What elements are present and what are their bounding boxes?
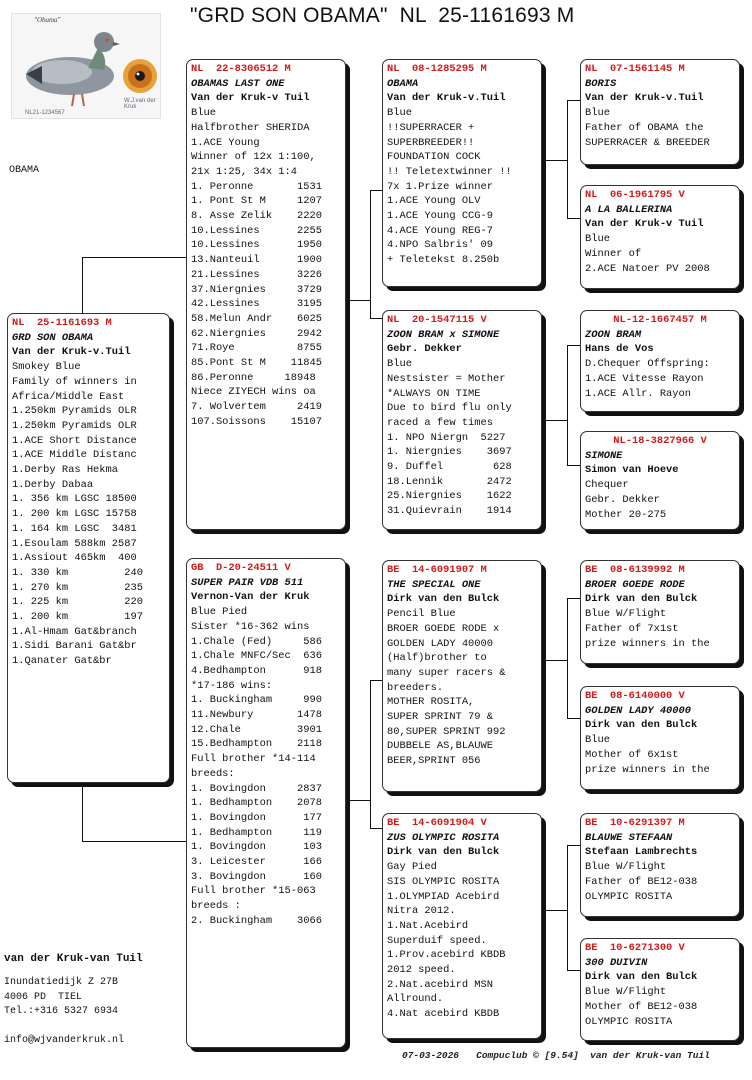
owner-name: van der Kruk-van Tuil: [4, 953, 143, 965]
card-line: 9. Duffel 628: [387, 461, 512, 474]
card-line: many super racers &: [387, 666, 506, 679]
connector-line: [542, 910, 567, 911]
card-line: 1. NPO Niergn 5227: [387, 431, 506, 444]
card-line: 1. 270 km 235: [12, 581, 143, 594]
card-line: Blue Pied: [191, 606, 248, 619]
card-line: 15.Bedhampton 2118: [191, 738, 322, 751]
card-line: Chequer: [585, 479, 629, 492]
card-lines: [585, 607, 735, 651]
card-line: 21x 1:25, 34x 1:4: [191, 165, 298, 178]
card-line: 1.Derby Dabaa: [12, 478, 94, 491]
card-line: BROER GOEDE RODE x: [387, 622, 500, 635]
card-line: !! Teletextwinner !!: [387, 165, 512, 178]
card-line: 7x 1.Prize winner: [387, 180, 494, 193]
card-lines: [387, 106, 537, 268]
pedigree-card-dam-sire[interactable]: [382, 560, 542, 792]
photo-caption-right: W.J.van der Kruk: [124, 98, 156, 110]
ring-number: NL 06-1961795 V: [585, 189, 685, 201]
connector-line: [346, 800, 370, 801]
card-line: 1. Pont St M 1207: [191, 195, 322, 208]
ring-number: NL 08-1285295 M: [387, 63, 487, 75]
card-line: Due to bird flu only: [387, 402, 512, 415]
breeder-name: Van der Kruk-v Tuil: [585, 218, 704, 231]
bird-name: BLAUWE STEFAAN: [585, 831, 673, 844]
card-line: 1.ACE Young CCG-9: [387, 210, 494, 223]
bird-name: OBAMA: [387, 77, 419, 90]
card-line: breeders.: [387, 681, 444, 694]
card-line: 1. 164 km LGSC 3481: [12, 522, 137, 535]
card-line: Father of BE12-038: [585, 875, 698, 888]
pedigree-card-sire-sire[interactable]: [382, 59, 542, 287]
ring-number: BE 08-6139992 M: [585, 564, 685, 576]
card-line: 1. Bovingdon 2837: [191, 782, 322, 795]
breeder-name: Van der Kruk-v.Tuil: [12, 346, 131, 359]
card-line: 1.ACE Young OLV: [387, 195, 481, 208]
card-line: 1. 330 km 240: [12, 566, 143, 579]
card-line: Mother 20-275: [585, 508, 667, 521]
bird-name: GOLDEN LADY 40000: [585, 704, 692, 717]
card-line: 1. Buckingham 990: [191, 694, 322, 707]
card-line: 1.250km Pyramids OLR: [12, 405, 137, 418]
card-line: Allround.: [387, 993, 444, 1006]
card-line: Africa/Middle East: [12, 390, 125, 403]
card-line: Blue W/Flight: [585, 861, 667, 874]
card-line: 2.Nat.acebird MSN: [387, 978, 494, 991]
pedigree-card-sire[interactable]: [186, 59, 346, 530]
connector-line: [542, 660, 567, 661]
card-line: 10.Lessines 1950: [191, 239, 322, 252]
connector-line: [567, 345, 568, 465]
card-lines: [387, 607, 537, 769]
card-line: Niece ZIYECH wins oa: [191, 386, 316, 399]
card-line: Blue: [387, 107, 412, 120]
pedigree-card-sss[interactable]: [580, 59, 740, 165]
card-line: 1.ACE Vitesse Rayon: [585, 372, 704, 385]
connector-line: [542, 160, 567, 161]
card-line: 12.Chale 3901: [191, 723, 322, 736]
breeder-name: Dirk van den Bulck: [585, 971, 698, 984]
card-line: 42.Lessines 3195: [191, 298, 322, 311]
card-line: Superduif speed.: [387, 934, 487, 947]
card-line: 18.Lennik 2472: [387, 475, 512, 488]
card-line: Winner of: [585, 247, 642, 260]
connector-line: [370, 680, 371, 828]
card-line: Nitra 2012.: [387, 905, 456, 918]
pedigree-card-dam-dam[interactable]: [382, 813, 542, 1039]
left-label: OBAMA: [9, 165, 40, 176]
ring-number: BE 14-6091907 M: [387, 564, 487, 576]
card-line: Smokey Blue: [12, 361, 81, 374]
card-line: Gebr. Dekker: [585, 493, 660, 506]
card-line: SUPERRACER & BREEDER: [585, 136, 710, 149]
bird-name: SIMONE: [585, 449, 623, 462]
bird-name: 300 DUIVIN: [585, 956, 648, 969]
owner-email[interactable]: info@wjvanderkruk.nl: [4, 1035, 125, 1046]
card-line: 1. Bovingdon 103: [191, 841, 322, 854]
breeder-name: Dirk van den Bulck: [585, 719, 698, 732]
connector-line: [346, 300, 370, 301]
card-line: + Teletekst 8.250b: [387, 254, 500, 267]
card-line: 1.Derby Ras Hekma: [12, 464, 119, 477]
card-line: 1.Chale (Fed) 586: [191, 635, 322, 648]
breeder-name: Stefaan Lambrechts: [585, 846, 698, 859]
pedigree-card-subject[interactable]: [7, 313, 170, 783]
connector-line: [82, 841, 188, 842]
card-line: 62.Niergnies 2942: [191, 327, 322, 340]
card-line: Halfbrother SHERIDA: [191, 121, 310, 134]
card-lines: [191, 106, 341, 429]
breeder-name: Van der Kruk-v.Tuil: [585, 92, 704, 105]
bird-name: A LA BALLERINA: [585, 203, 673, 216]
card-line: MOTHER ROSITA,: [387, 696, 475, 709]
pedigree-card-ssd[interactable]: [580, 185, 740, 289]
card-line: 1. Bovingdon 177: [191, 811, 322, 824]
pedigree-card-dam[interactable]: [186, 558, 346, 1048]
card-line: Father of 7x1st: [585, 622, 679, 635]
card-line: GOLDEN LADY 40000: [387, 637, 494, 650]
card-lines: [191, 605, 341, 928]
connector-line: [567, 598, 568, 718]
card-line: Blue: [585, 107, 610, 120]
card-line: 107.Soissons 15107: [191, 415, 322, 428]
card-line: 11.Newbury 1478: [191, 709, 322, 722]
card-line: 1.ACE Middle Distanc: [12, 449, 137, 462]
card-line: 25.Niergnies 1622: [387, 490, 512, 503]
card-line: 2. Buckingham 3066: [191, 914, 322, 927]
bird-name: BROER GOEDE RODE: [585, 578, 685, 591]
bird-name: ZOON BRAM: [585, 328, 642, 341]
card-line: Sister *16-362 wins: [191, 620, 310, 633]
card-line: 4.Bedhampton 918: [191, 664, 322, 677]
breeder-name: Dirk van den Bulck: [387, 846, 500, 859]
card-lines: [585, 357, 735, 401]
breeder-name: Dirk van den Bulck: [387, 593, 500, 606]
card-lines: [585, 232, 735, 276]
print-info: 07-03-2026 Compuclub © [9.54] van der Kruk-van Tuil: [402, 1050, 710, 1061]
card-line: 58.Melun Andr 6025: [191, 312, 322, 325]
card-line: Full brother *14-114: [191, 753, 316, 766]
card-line: Father of OBAMA the: [585, 121, 704, 134]
card-line: 2012 speed.: [387, 964, 456, 977]
card-line: Winner of 12x 1:100,: [191, 151, 316, 164]
breeder-name: Gebr. Dekker: [387, 343, 462, 356]
bird-name: ZUS OLYMPIC ROSITA: [387, 831, 500, 844]
connector-line: [567, 100, 568, 218]
ring-number: BE 08-6140000 V: [585, 690, 685, 702]
card-line: Nestsister = Mother: [387, 372, 506, 385]
pedigree-card-sds[interactable]: [580, 310, 740, 412]
card-line: 13.Nanteuil 1900: [191, 254, 322, 267]
card-line: OLYMPIC ROSITA: [585, 1015, 673, 1028]
card-line: 4.ACE Young REG-7: [387, 224, 494, 237]
card-line: OLYMPIC ROSITA: [585, 890, 673, 903]
card-line: prize winners in the: [585, 763, 710, 776]
card-lines: [585, 733, 735, 777]
card-line: 37.Niergnies 3729: [191, 283, 322, 296]
card-lines: [585, 478, 735, 522]
card-line: 1. Bedhampton 119: [191, 826, 322, 839]
card-line: 3. Leicester 166: [191, 856, 322, 869]
card-lines: [585, 860, 735, 904]
page-title: "GRD SON OBAMA" NL 25-1161693 M: [190, 4, 575, 27]
card-line: Pencil Blue: [387, 608, 456, 621]
card-lines: [585, 106, 735, 150]
ring-number: NL-12-1667457 M: [613, 314, 707, 326]
card-line: Mother of BE12-038: [585, 1000, 698, 1013]
bird-name: SUPER PAIR VDB 511: [191, 576, 304, 589]
card-lines: [12, 360, 165, 669]
card-line: (Half)brother to: [387, 652, 487, 665]
bird-name: BORIS: [585, 77, 617, 90]
card-line: *17-186 wins:: [191, 679, 273, 692]
photo-caption-left: NL21-1234567: [25, 110, 65, 116]
card-line: SIS OLYMPIC ROSITA: [387, 875, 500, 888]
card-line: 21.Lessines 3226: [191, 268, 322, 281]
card-line: Blue: [585, 233, 610, 246]
card-line: 1.ACE Young: [191, 136, 260, 149]
bird-name: GRD SON OBAMA: [12, 331, 94, 344]
card-line: prize winners in the: [585, 637, 710, 650]
connector-line: [370, 190, 371, 318]
pedigree-card-ddd[interactable]: [580, 938, 740, 1041]
bird-name: OBAMAS LAST ONE: [191, 77, 285, 90]
connector-line: [542, 420, 567, 421]
card-line: 4.Nat acebird KBDB: [387, 1008, 500, 1021]
card-line: D.Chequer Offspring:: [585, 358, 710, 371]
card-line: 1. 356 km LGSC 18500: [12, 493, 137, 506]
breeder-name: Van der Kruk-v.Tuil: [387, 92, 506, 105]
breeder-name: Simon van Hoeve: [585, 464, 679, 477]
card-line: 1. 200 km LGSC 15758: [12, 508, 137, 521]
card-line: 1. Niergnies 3697: [387, 446, 512, 459]
card-line: 1.Prov.acebird KBDB: [387, 949, 506, 962]
ring-number: BE 10-6291397 M: [585, 817, 685, 829]
card-line: Blue W/Flight: [585, 986, 667, 999]
card-line: breeds :: [191, 900, 241, 913]
breeder-name: Dirk van den Bulck: [585, 593, 698, 606]
card-line: FOUNDATION COCK: [387, 151, 481, 164]
card-line: 1. 225 km 220: [12, 596, 143, 609]
card-line: 1.Esoulam 588km 2587: [12, 537, 137, 550]
card-line: breeds:: [191, 767, 235, 780]
card-line: SUPER SPRINT 79 &: [387, 711, 494, 724]
card-line: 1. 200 km 197: [12, 611, 143, 624]
pigeon-photo: [11, 13, 161, 119]
card-line: 8. Asse Zelik 2220: [191, 210, 322, 223]
card-line: 1.Al-Hmam Gat&branch: [12, 625, 137, 638]
connector-line: [82, 257, 188, 258]
bird-name: ZOON BRAM x SIMONE: [387, 328, 500, 341]
card-line: 7. Wolvertem 2419: [191, 401, 322, 414]
card-line: 2.ACE Natoer PV 2008: [585, 262, 710, 275]
card-line: Mother of 6x1st: [585, 748, 679, 761]
card-line: Blue: [585, 734, 610, 747]
card-line: 1.Sidi Barani Gat&br: [12, 640, 137, 653]
card-line: !!SUPERRACER +: [387, 121, 475, 134]
pedigree-card-sdd[interactable]: [580, 431, 740, 530]
photo-name: "Obama": [34, 16, 61, 24]
card-line: 85.Pont St M 11845: [191, 357, 322, 370]
card-line: SUPERBREEDER!!: [387, 136, 475, 149]
pedigree-card-dds[interactable]: [580, 813, 740, 917]
card-line: 1.ACE Short Distance: [12, 434, 137, 447]
card-line: 1.Assiout 465km 400: [12, 552, 137, 565]
breeder-name: Vernon-Van der Kruk: [191, 591, 310, 604]
ring-number: NL 25-1161693 M: [12, 317, 112, 329]
card-line: 1.Nat.Acebird: [387, 919, 469, 932]
card-lines: [387, 357, 537, 519]
card-line: Family of winners in: [12, 375, 137, 388]
card-line: Full brother *15-063: [191, 885, 316, 898]
card-lines: [387, 860, 537, 1022]
card-line: 4.NPO Salbris' 09: [387, 239, 494, 252]
ring-number: BE 10-6271300 V: [585, 942, 685, 954]
card-line: Blue: [191, 107, 216, 120]
card-line: 71.Roye 8755: [191, 342, 322, 355]
card-line: 10.Lessines 2255: [191, 224, 322, 237]
ring-number: GB D-20-24511 V: [191, 562, 291, 574]
card-line: Blue: [387, 358, 412, 371]
pedigree-card-dsd[interactable]: [580, 686, 740, 790]
card-line: 1.Chale MNFC/Sec 636: [191, 650, 322, 663]
ring-number: BE 14-6091904 V: [387, 817, 487, 829]
card-line: raced a few times: [387, 416, 494, 429]
card-line: 1. Bedhampton 2078: [191, 797, 322, 810]
connector-line: [82, 257, 83, 314]
card-line: DUBBELE AS,BLAUWE: [387, 740, 494, 753]
pedigree-card-dss[interactable]: [580, 560, 740, 664]
bird-name: THE SPECIAL ONE: [387, 578, 481, 591]
card-line: 1.250km Pyramids OLR: [12, 419, 137, 432]
card-line: BEER,SPRINT 056: [387, 755, 481, 768]
connector-line: [567, 845, 568, 970]
card-line: 3. Bovingdon 160: [191, 870, 322, 883]
owner-address: Inundatiedijk Z 27B 4006 PD TIEL Tel.:+316 5327 6934: [4, 977, 119, 1017]
ring-number: NL-18-3827966 V: [613, 435, 707, 447]
ring-number: NL 07-1561145 M: [585, 63, 685, 75]
card-lines: [585, 985, 735, 1029]
card-line: 80,SUPER SPRINT 992: [387, 725, 506, 738]
card-line: Gay Pied: [387, 861, 437, 874]
card-line: *ALWAYS ON TIME: [387, 387, 481, 400]
card-line: Blue W/Flight: [585, 608, 667, 621]
card-line: 1.ACE Allr. Rayon: [585, 387, 692, 400]
card-line: 1.OLYMPIAD Acebird: [387, 890, 500, 903]
card-line: 86.Peronne 18948: [191, 371, 316, 384]
breeder-name: Van der Kruk-v Tuil: [191, 92, 310, 105]
card-line: 31.Quievrain 1914: [387, 505, 512, 518]
breeder-name: Hans de Vos: [585, 343, 654, 356]
connector-line: [82, 786, 83, 841]
card-line: 1. Peronne 1531: [191, 180, 322, 193]
ring-number: NL 20-1547115 V: [387, 314, 487, 326]
pedigree-card-sire-dam[interactable]: [382, 310, 542, 530]
ring-number: NL 22-8306512 M: [191, 63, 291, 75]
card-line: 1.Qanater Gat&br: [12, 655, 112, 668]
